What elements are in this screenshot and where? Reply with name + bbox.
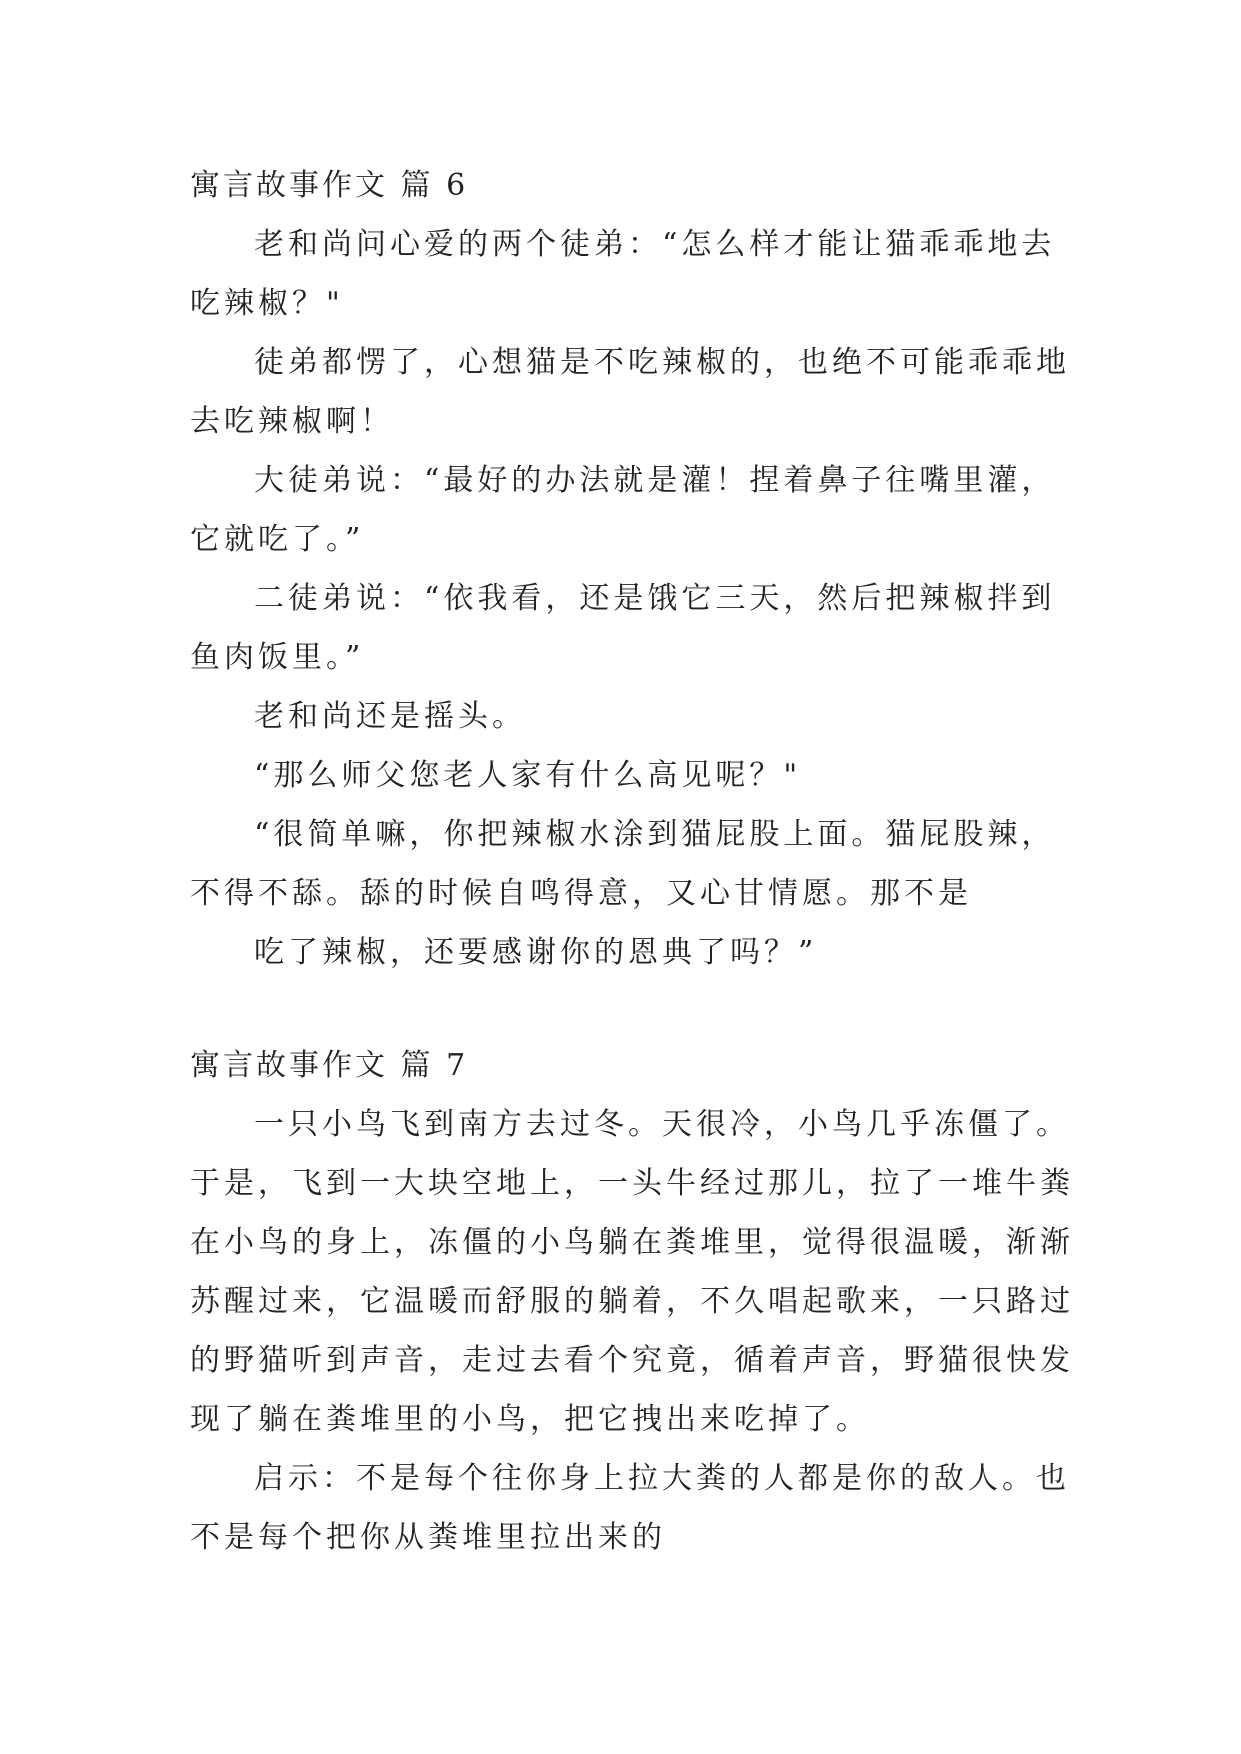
paragraph-line: 老和尚问心爱的两个徒弟：“怎么样才能让猫乖乖地去 [254, 227, 1056, 262]
section-title: 寓言故事作文 篇 7 [190, 1048, 469, 1083]
paragraph-line: 现了躺在粪堆里的小鸟，把它拽出来吃掉了。 [190, 1402, 870, 1437]
paragraph-line: 二徒弟说：“依我看，还是饿它三天，然后把辣椒拌到 [254, 581, 1056, 616]
paragraph-line: 不得不舔。舔的时候自鸣得意，又心甘情愿。那不是 [190, 876, 972, 911]
paragraph-line: 一只小鸟飞到南方去过冬。天很冷，小鸟几乎冻僵了。 [254, 1107, 1070, 1142]
paragraph-line: 启示：不是每个往你身上拉大粪的人都是你的敌人。也 [254, 1461, 1070, 1496]
paragraph-line: 苏醒过来，它温暖而舒服的躺着，不久唱起歌来，一只路过 [190, 1284, 1074, 1319]
section-title: 寓言故事作文 篇 6 [190, 168, 469, 203]
paragraph-line: 老和尚还是摇头。 [254, 699, 526, 734]
paragraph-line: 它就吃了。” [190, 522, 365, 557]
paragraph-line: “很简单嘛，你把辣椒水涂到猫屁股上面。猫屁股辣， [254, 817, 1056, 852]
paragraph-line: 吃了辣椒，还要感谢你的恩典了吗？” [254, 935, 818, 970]
paragraph-line: 不是每个把你从粪堆里拉出来的 [190, 1520, 666, 1555]
paragraph-line: 在小鸟的身上，冻僵的小鸟躺在粪堆里，觉得很温暖，渐渐 [190, 1225, 1074, 1260]
paragraph-line: 吃辣椒？" [190, 286, 344, 321]
paragraph-line: 的野猫听到声音，走过去看个究竟，循着声音，野猫很快发 [190, 1343, 1074, 1378]
paragraph-line: “那么师父您老人家有什么高见呢？" [254, 758, 802, 793]
paragraph-line: 去吃辣椒啊！ [190, 404, 394, 439]
paragraph-line: 于是，飞到一大块空地上，一头牛经过那儿，拉了一堆牛粪 [190, 1166, 1074, 1201]
paragraph-line: 徒弟都愣了，心想猫是不吃辣椒的，也绝不可能乖乖地 [254, 345, 1070, 380]
paragraph-line: 鱼肉饭里。” [190, 640, 365, 675]
paragraph-line: 大徒弟说：“最好的办法就是灌！捏着鼻子往嘴里灌， [254, 463, 1056, 498]
